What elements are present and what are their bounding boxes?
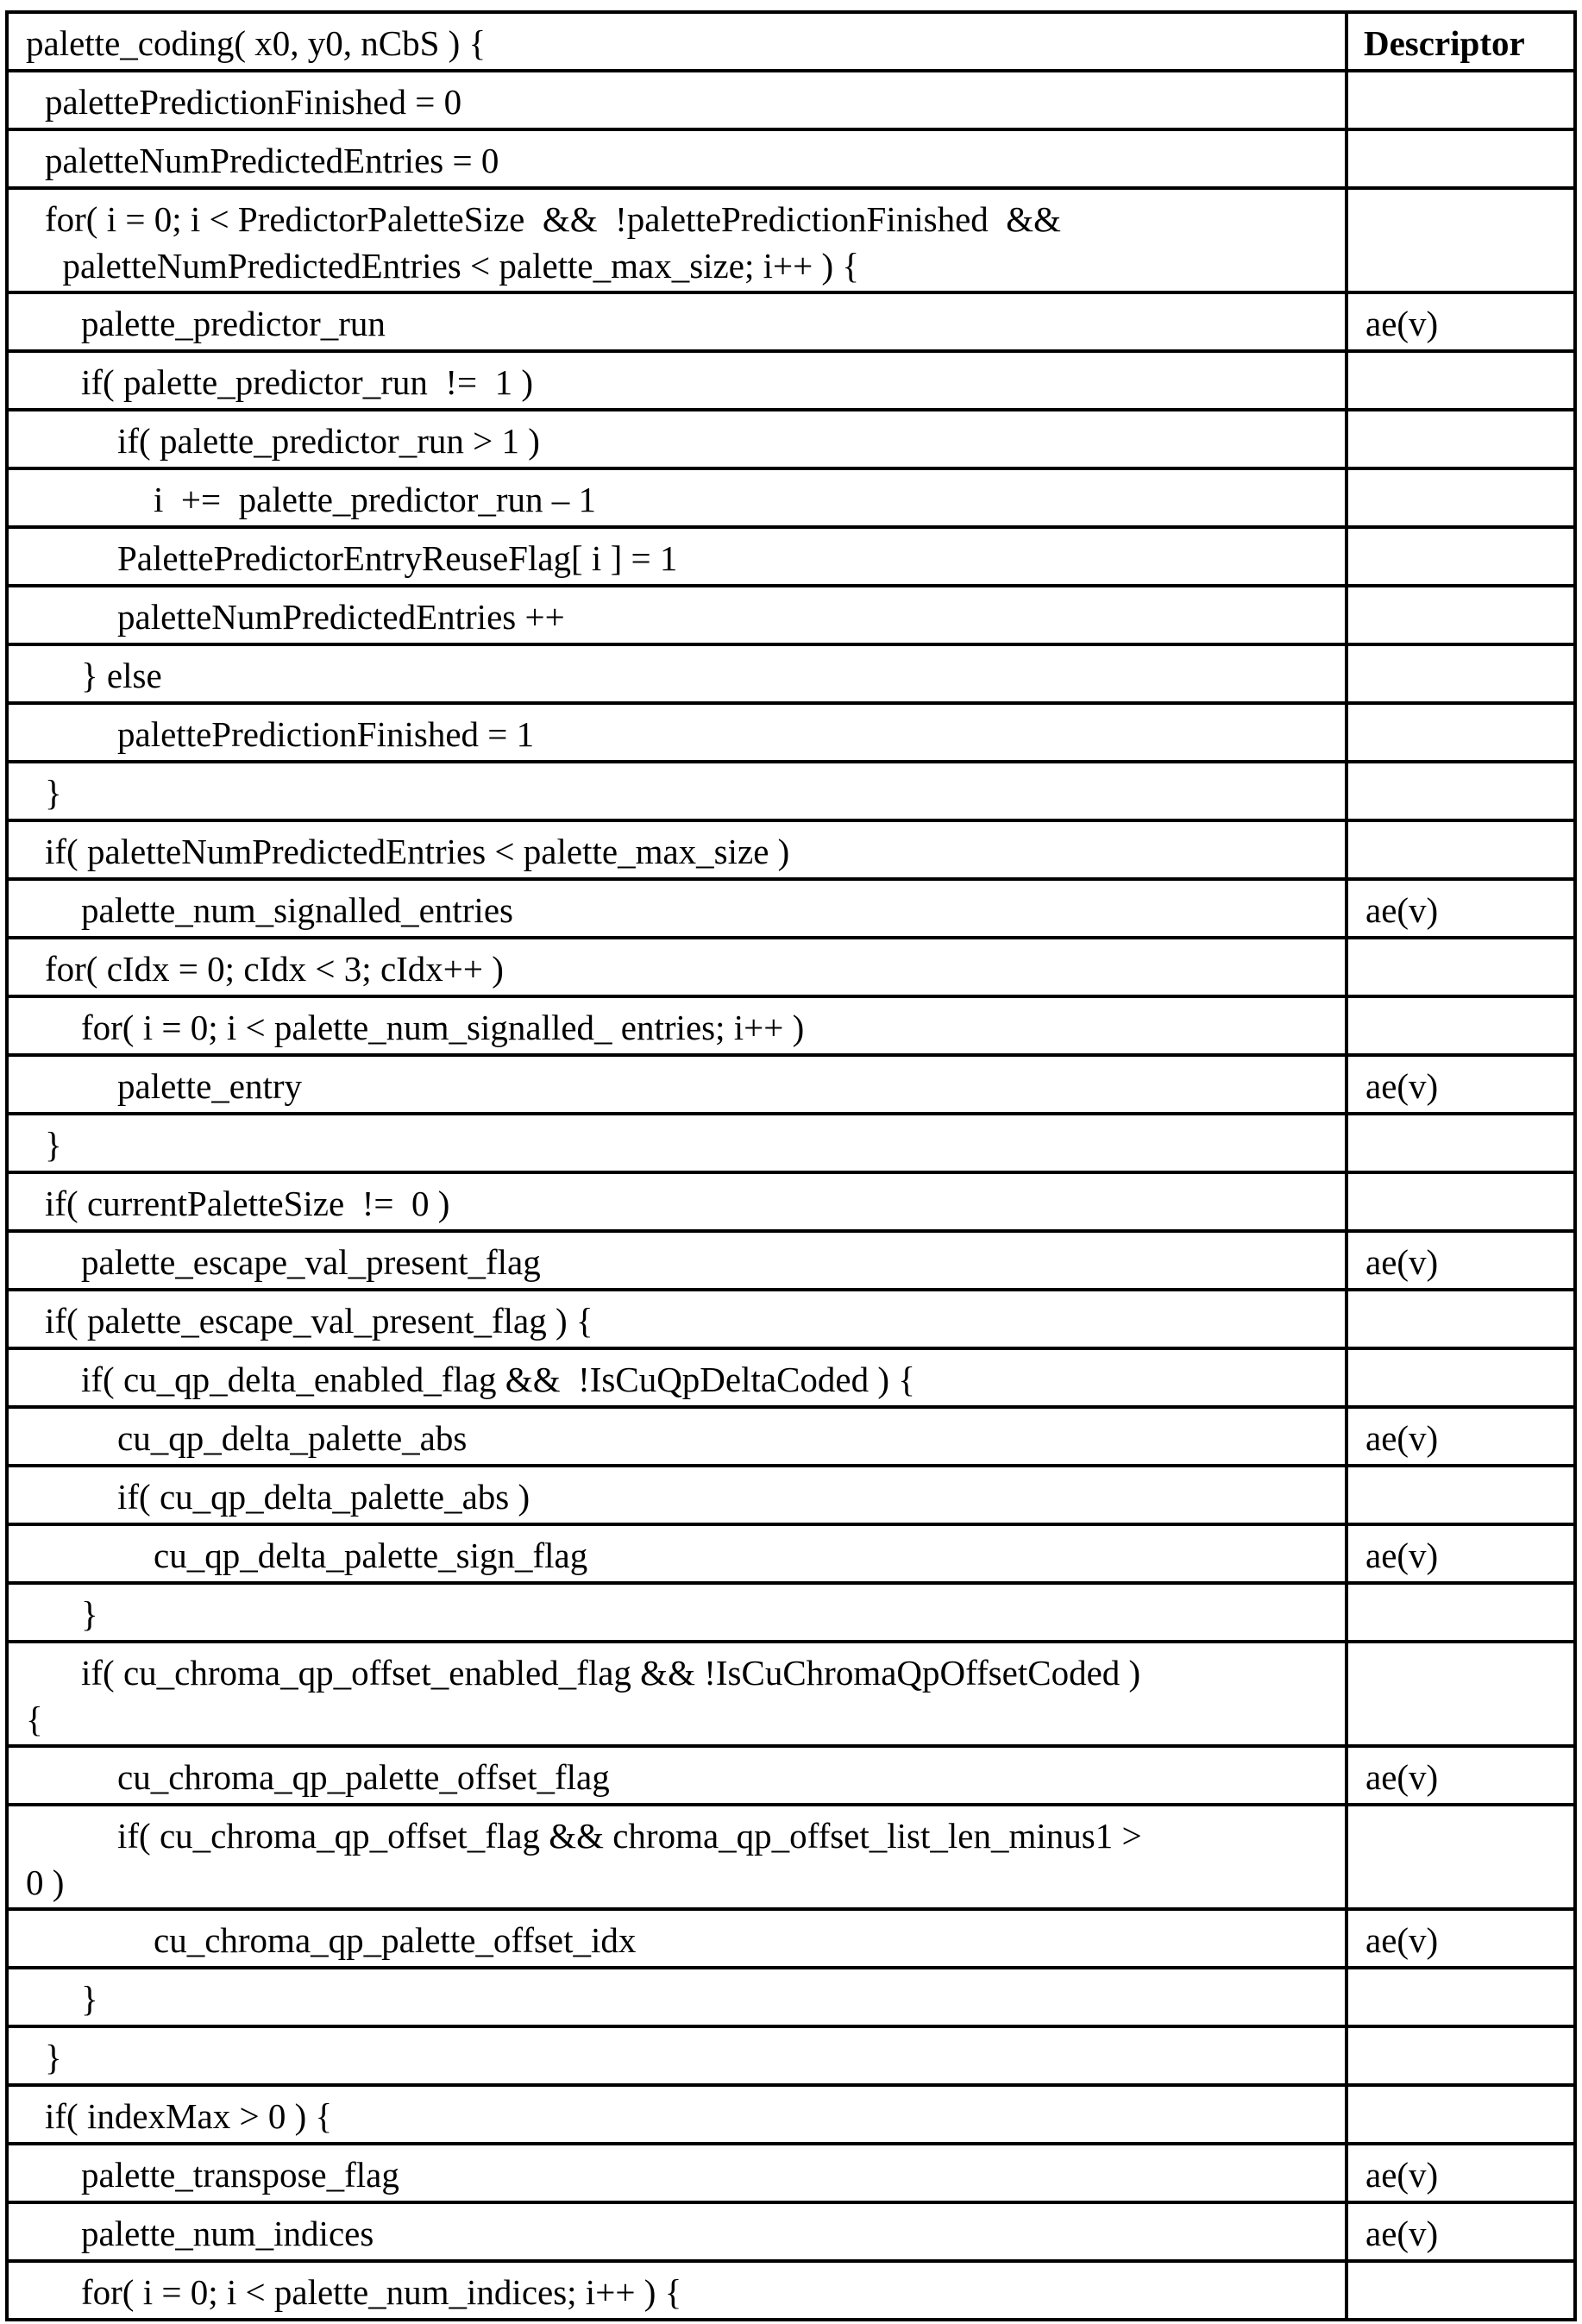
syntax-element-cell	[7, 586, 1347, 644]
syntax-line-continuation: 0 )	[26, 1862, 65, 1902]
syntax-line: }	[81, 1979, 98, 2019]
descriptor-cell	[1347, 1348, 1575, 1407]
syntax-element-cell	[7, 1805, 1347, 1909]
descriptor-cell	[1347, 1968, 1575, 2026]
descriptor-cell	[1347, 71, 1575, 129]
descriptor-cell: ae(v)	[1347, 1055, 1575, 1114]
syntax-line: } else	[81, 656, 162, 695]
syntax-table-body	[7, 12, 1575, 2320]
syntax-line: palettePredictionFinished = 1	[117, 714, 535, 754]
syntax-element-cell	[7, 2202, 1347, 2261]
syntax-element-cell	[7, 188, 1347, 292]
syntax-line: }	[45, 1125, 62, 1165]
syntax-element-cell	[7, 1055, 1347, 1114]
syntax-line: if( cu_chroma_qp_offset_flag && chroma_qp_offset_list_len_minus1 >	[117, 1816, 1142, 1856]
syntax-line: palette_transpose_flag	[81, 2155, 399, 2195]
syntax-line: palette_num_indices	[81, 2214, 374, 2253]
syntax-element-cell	[7, 2085, 1347, 2144]
table-row	[7, 1407, 1575, 1466]
descriptor-cell	[1347, 351, 1575, 410]
table-row	[7, 879, 1575, 938]
descriptor-cell: ae(v)	[1347, 1231, 1575, 1290]
descriptor-cell	[1347, 2085, 1575, 2144]
syntax-line: paletteNumPredictedEntries = 0	[45, 141, 499, 180]
syntax-element-cell	[7, 1968, 1347, 2026]
descriptor-cell	[1347, 1290, 1575, 1348]
syntax-line: palettePredictionFinished = 0	[45, 82, 462, 122]
syntax-element-cell	[7, 292, 1347, 351]
syntax-line: i += palette_predictor_run – 1	[154, 480, 597, 519]
descriptor-cell: ae(v)	[1347, 2144, 1575, 2202]
syntax-element-cell	[7, 2144, 1347, 2202]
syntax-element-cell	[7, 1583, 1347, 1642]
syntax-element-cell	[7, 468, 1347, 527]
syntax-line: }	[45, 2038, 62, 2077]
syntax-element-cell	[7, 644, 1347, 703]
syntax-line: if( palette_predictor_run != 1 )	[81, 362, 534, 402]
table-row	[7, 820, 1575, 879]
syntax-line: if( cu_qp_delta_enabled_flag && !IsCuQpDeltaCoded ) {	[81, 1360, 915, 1399]
syntax-element-cell	[7, 762, 1347, 820]
syntax-element-cell	[7, 1172, 1347, 1231]
table-row	[7, 410, 1575, 468]
syntax-line: if( palette_escape_val_present_flag ) {	[45, 1301, 593, 1341]
syntax-line: for( i = 0; i < palette_num_indices; i++ ) {	[81, 2272, 682, 2312]
descriptor-cell	[1347, 1172, 1575, 1231]
descriptor-cell	[1347, 644, 1575, 703]
descriptor-cell: ae(v)	[1347, 879, 1575, 938]
syntax-line-continuation: paletteNumPredictedEntries < palette_max_size; i++ ) {	[45, 246, 860, 286]
table-row	[7, 292, 1575, 351]
table-row	[7, 2026, 1575, 2085]
table-row	[7, 1290, 1575, 1348]
syntax-element-cell	[7, 1231, 1347, 1290]
syntax-line: if( cu_qp_delta_palette_abs )	[117, 1477, 530, 1517]
table-row	[7, 1348, 1575, 1407]
table-row	[7, 938, 1575, 996]
descriptor-cell	[1347, 410, 1575, 468]
syntax-line: if( indexMax > 0 ) {	[45, 2096, 333, 2136]
descriptor-cell	[1347, 586, 1575, 644]
syntax-line: if( paletteNumPredictedEntries < palette_max_size )	[45, 832, 790, 871]
descriptor-header: Descriptor	[1347, 12, 1575, 71]
syntax-element-cell	[7, 938, 1347, 996]
syntax-element-cell	[7, 1348, 1347, 1407]
table-row	[7, 2202, 1575, 2261]
syntax-element-cell	[7, 2261, 1347, 2320]
syntax-element-cell	[7, 351, 1347, 410]
syntax-line-continuation: {	[26, 1699, 43, 1739]
table-row	[7, 2085, 1575, 2144]
table-row	[7, 1909, 1575, 1968]
syntax-element-cell	[7, 1642, 1347, 1746]
syntax-element-cell	[7, 1407, 1347, 1466]
table-row	[7, 703, 1575, 762]
syntax-element-cell	[7, 1290, 1347, 1348]
syntax-line: for( i = 0; i < palette_num_signalled_ entries; i++ )	[81, 1008, 805, 1047]
table-row	[7, 1524, 1575, 1583]
syntax-line: palette_escape_val_present_flag	[81, 1242, 541, 1282]
table-row	[7, 1114, 1575, 1172]
table-row	[7, 1583, 1575, 1642]
syntax-line: for( cIdx = 0; cIdx < 3; cIdx++ )	[45, 949, 504, 989]
syntax-line: cu_chroma_qp_palette_offset_flag	[117, 1757, 610, 1797]
syntax-line: palette_predictor_run	[81, 304, 386, 343]
syntax-element-cell	[7, 1524, 1347, 1583]
descriptor-cell	[1347, 527, 1575, 586]
table-row	[7, 1466, 1575, 1524]
descriptor-cell	[1347, 188, 1575, 292]
table-header-row	[7, 12, 1575, 71]
descriptor-cell: ae(v)	[1347, 292, 1575, 351]
syntax-line: for( i = 0; i < PredictorPaletteSize && !palettePredictionFinished &&	[45, 199, 1062, 239]
table-row	[7, 351, 1575, 410]
descriptor-cell	[1347, 996, 1575, 1055]
descriptor-cell: ae(v)	[1347, 2202, 1575, 2261]
syntax-line: if( cu_chroma_qp_offset_enabled_flag && !IsCuChromaQpOffsetCoded )	[81, 1653, 1141, 1693]
descriptor-cell: ae(v)	[1347, 1407, 1575, 1466]
descriptor-cell	[1347, 2261, 1575, 2320]
table-row	[7, 1746, 1575, 1805]
descriptor-cell: ae(v)	[1347, 1909, 1575, 1968]
table-row	[7, 2144, 1575, 2202]
syntax-element-cell	[7, 820, 1347, 879]
descriptor-cell	[1347, 129, 1575, 188]
syntax-line: }	[81, 1594, 98, 1634]
table-row	[7, 1968, 1575, 2026]
descriptor-cell: ae(v)	[1347, 1524, 1575, 1583]
syntax-element-cell	[7, 71, 1347, 129]
syntax-element-cell	[7, 1746, 1347, 1805]
descriptor-cell: ae(v)	[1347, 1746, 1575, 1805]
syntax-element-cell	[7, 129, 1347, 188]
table-row	[7, 586, 1575, 644]
syntax-element-cell	[7, 1114, 1347, 1172]
syntax-line: palette_entry	[117, 1066, 303, 1106]
descriptor-cell	[1347, 820, 1575, 879]
descriptor-cell	[1347, 703, 1575, 762]
table-row	[7, 996, 1575, 1055]
descriptor-cell	[1347, 938, 1575, 996]
table-row	[7, 1805, 1575, 1909]
syntax-line: cu_qp_delta_palette_sign_flag	[154, 1536, 588, 1575]
syntax-line: }	[45, 773, 62, 813]
table-row	[7, 1642, 1575, 1746]
table-row	[7, 1231, 1575, 1290]
descriptor-cell	[1347, 468, 1575, 527]
table-row	[7, 1172, 1575, 1231]
descriptor-cell	[1347, 1466, 1575, 1524]
table-row	[7, 527, 1575, 586]
table-row	[7, 71, 1575, 129]
descriptor-cell	[1347, 2026, 1575, 2085]
table-row	[7, 468, 1575, 527]
syntax-element-cell	[7, 879, 1347, 938]
descriptor-cell	[1347, 762, 1575, 820]
table-row	[7, 644, 1575, 703]
syntax-element-cell	[7, 527, 1347, 586]
syntax-element-cell	[7, 410, 1347, 468]
syntax-line: PalettePredictorEntryReuseFlag[ i ] = 1	[117, 538, 678, 578]
descriptor-cell	[1347, 1642, 1575, 1746]
table-row	[7, 129, 1575, 188]
table-row	[7, 1055, 1575, 1114]
syntax-line: cu_chroma_qp_palette_offset_idx	[154, 1920, 637, 1960]
syntax-element-cell	[7, 996, 1347, 1055]
table-row	[7, 762, 1575, 820]
syntax-element-cell	[7, 2026, 1347, 2085]
syntax-line: paletteNumPredictedEntries ++	[117, 597, 565, 637]
table-row	[7, 2261, 1575, 2320]
syntax-element-cell	[7, 1466, 1347, 1524]
syntax-line: palette_num_signalled_entries	[81, 890, 513, 930]
descriptor-cell	[1347, 1805, 1575, 1909]
function-signature: palette_coding( x0, y0, nCbS ) {	[7, 12, 1347, 71]
descriptor-cell	[1347, 1114, 1575, 1172]
syntax-line: if( palette_predictor_run > 1 )	[117, 421, 540, 461]
syntax-table	[5, 10, 1577, 2321]
syntax-element-cell	[7, 1909, 1347, 1968]
syntax-line: cu_qp_delta_palette_abs	[117, 1418, 468, 1458]
syntax-element-cell	[7, 703, 1347, 762]
table-row	[7, 188, 1575, 292]
descriptor-cell	[1347, 1583, 1575, 1642]
syntax-line: if( currentPaletteSize != 0 )	[45, 1184, 450, 1223]
